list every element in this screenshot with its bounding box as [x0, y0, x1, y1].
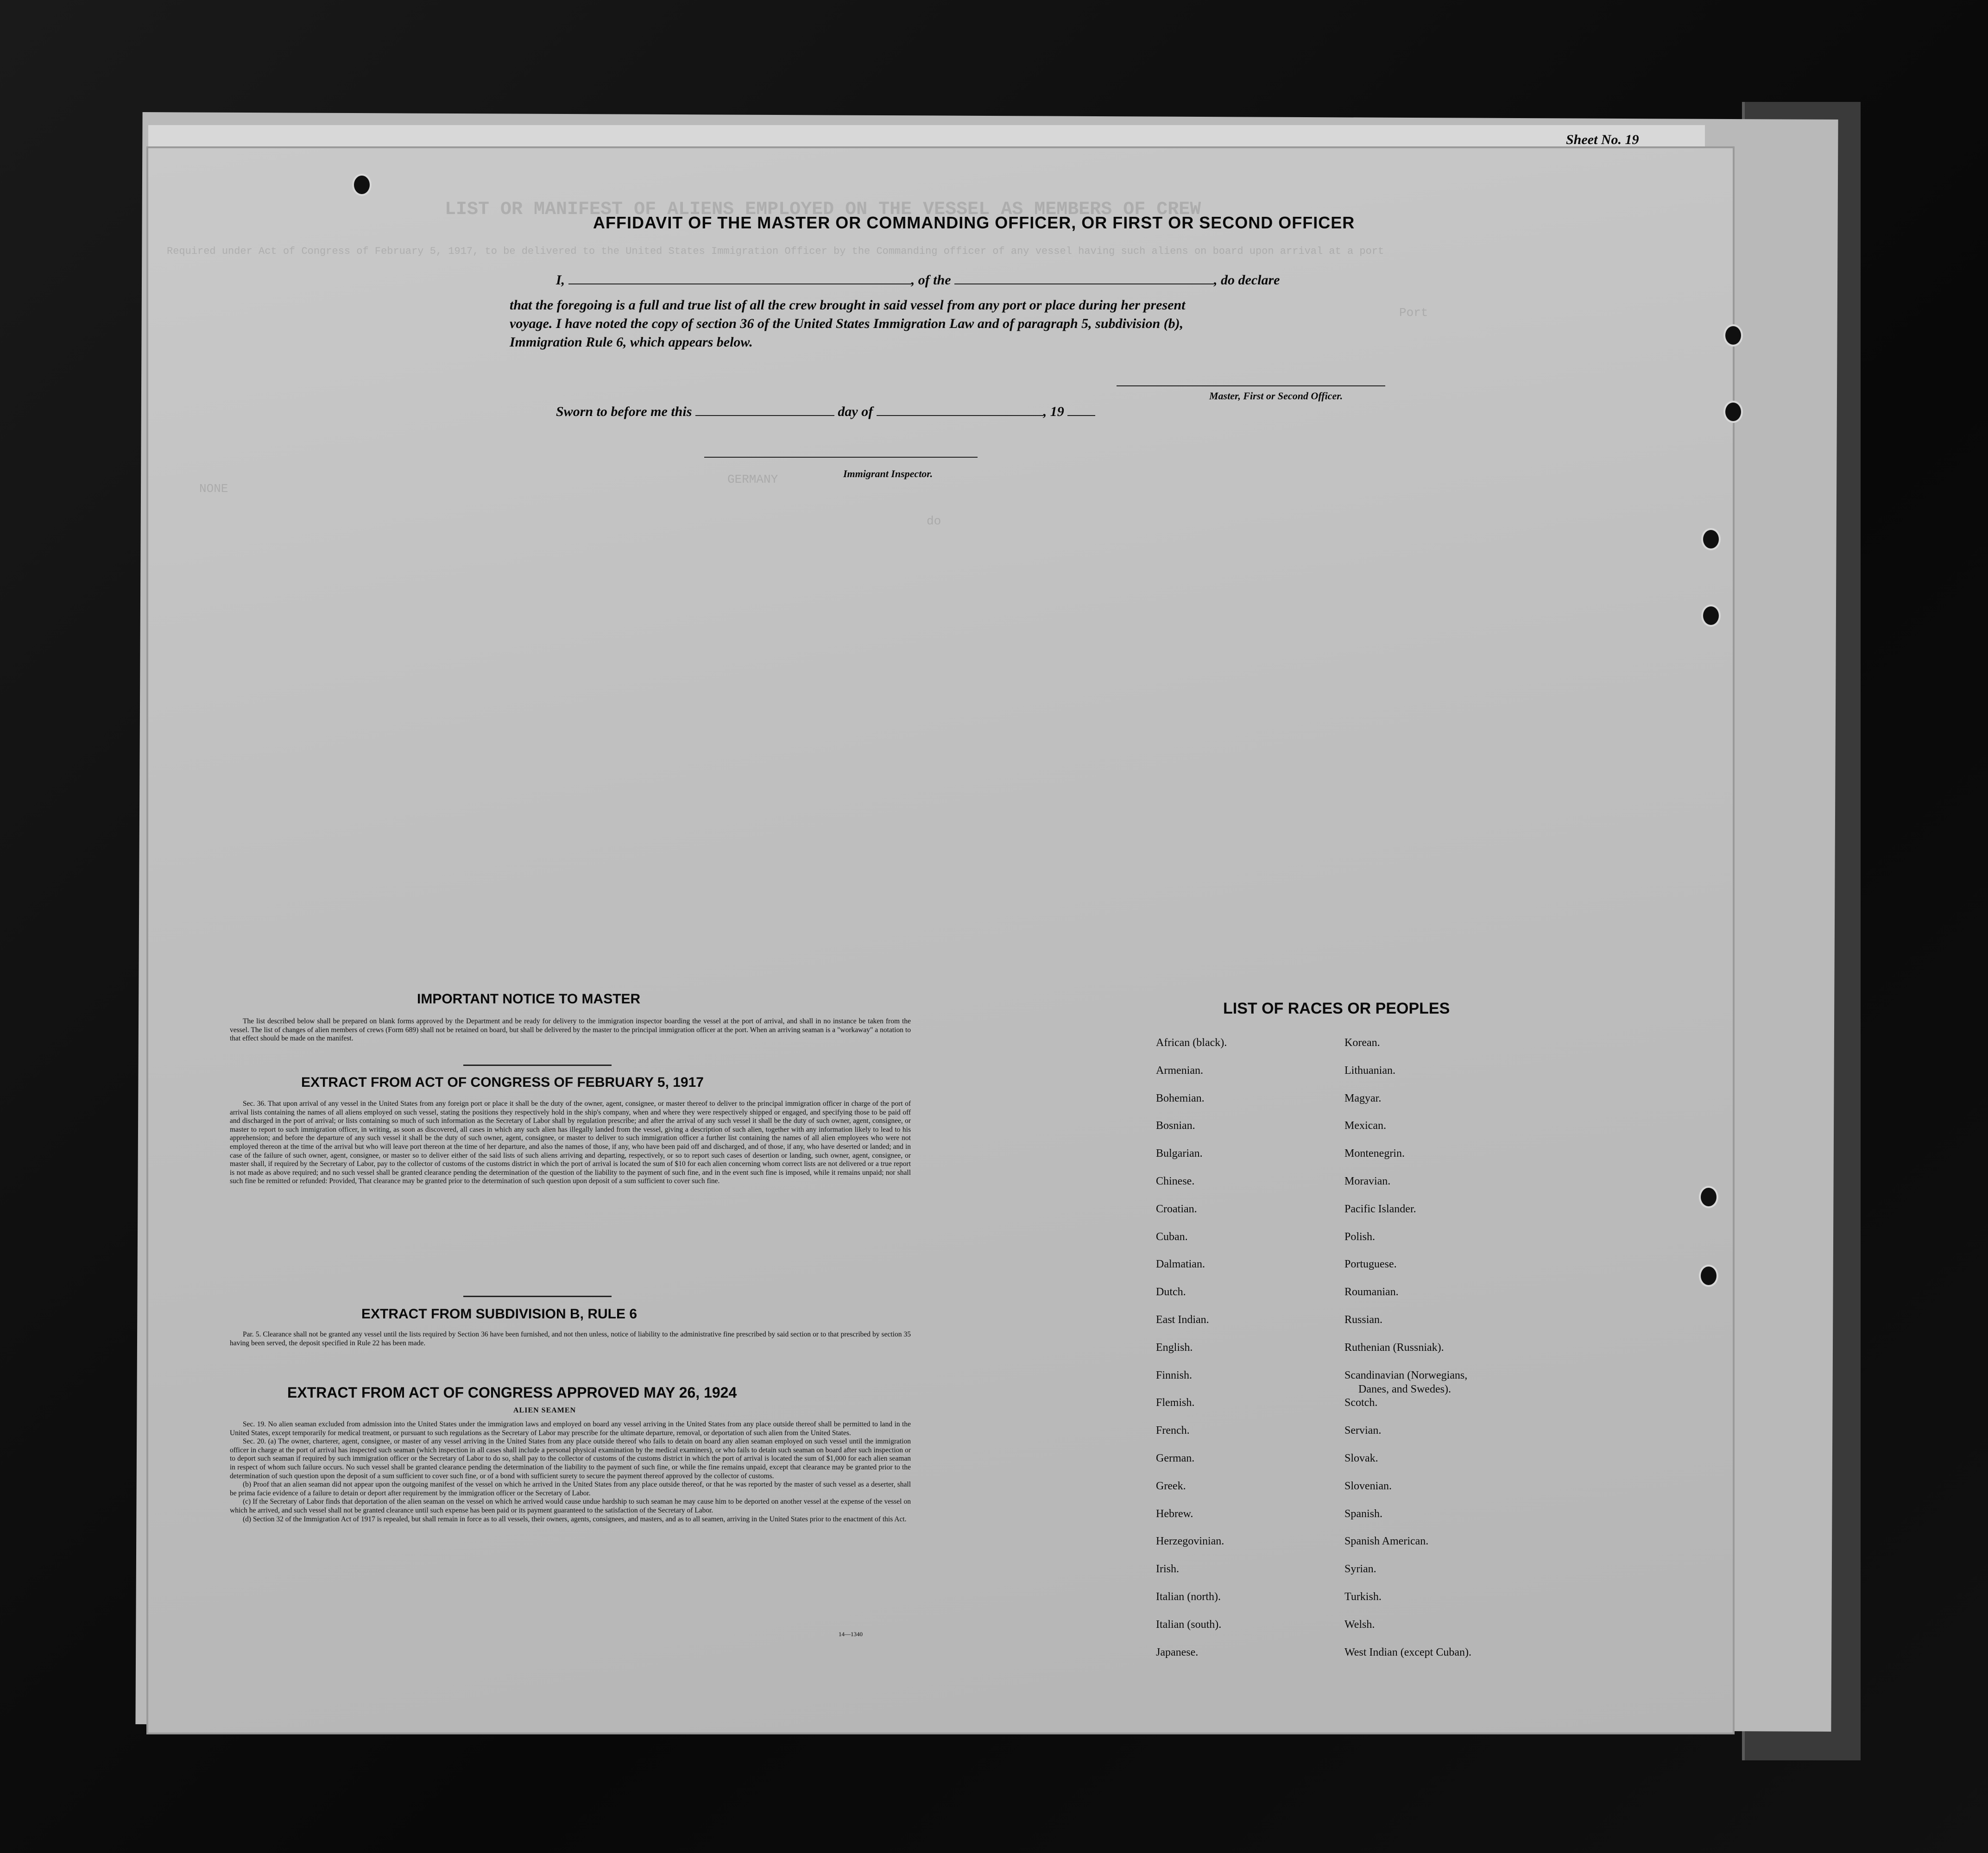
form-code: 14—1340	[839, 1631, 863, 1638]
section-divider	[463, 1296, 612, 1297]
extract-1924-paragraph: (c) If the Secretary of Labor finds that deportation of the alien seaman on the vessel on which he arrived would cause undue hardship to such seaman he may cause him to be deported on another vessel at the expense of the vessel on which he arrived, and such vessel shall not be granted clearance until such expense has been paid or its payment guaranteed to the satisfaction of the Secretary of Labor.	[230, 1498, 911, 1514]
race-item: Dutch.	[1156, 1286, 1186, 1298]
race-item: Portuguese.	[1344, 1258, 1397, 1270]
year-label: , 19	[1043, 404, 1064, 419]
race-item: Hebrew.	[1156, 1508, 1193, 1520]
punch-hole	[1723, 401, 1743, 423]
punch-hole	[1723, 324, 1743, 347]
race-item: Welsh.	[1344, 1619, 1375, 1631]
day-of-label: day of	[838, 404, 873, 419]
race-item: Spanish.	[1344, 1508, 1383, 1520]
bleed-through-title: LIST OR MANIFEST OF ALIENS EMPLOYED ON THE VESSEL AS MEMBERS OF CREW	[445, 199, 1201, 220]
extract-1924-paragraph: Sec. 20. (a) The owner, charterer, agent, consignee, or master of any vessel arriving in the United States from any place outside thereof who fails to detain on board any alien seaman employed on such vessel until the immigration officer in charge at the port of arrival has inspected such seaman (which inspection in all cases shall include a personal physical examination by the medical examiners), or who fails to detain such seaman on board after such inspection or to deport such seaman if required by such immigration officer or the Secretary of Labor to do so, shall pay to the collector of customs of the customs district in which the port of arrival is located the sum of $1,000 for each alien seaman in respect of whom such failure occurs. No such vessel shall be granted clearance pending the determination of the liability to the payment of such fine, or while the fine remains unpaid, except that clearance may be granted prior to the determination of such question upon the deposit of a sum sufficient to cover such fine, or of a bond with sufficient surety to secure the payment thereof approved by the collector of customs.	[230, 1437, 911, 1480]
race-item: English.	[1156, 1342, 1193, 1354]
race-item: Dalmatian.	[1156, 1258, 1205, 1270]
sworn-line	[556, 404, 1095, 420]
sheet-number: Sheet No. 19	[1566, 132, 1639, 147]
extract-1924-paragraph: (b) Proof that an alien seaman did not appear upon the outgoing manifest of the vessel on which he arrived in the United States from any place outside thereof, or that he was reported by the master of such vessel as a deserter, shall be prima facie evidence of a failure to detain or deport after requirement by the immigration officer or the Secretary of Labor.	[230, 1481, 911, 1497]
of-the-label: , of the	[911, 272, 951, 288]
do-declare-label: , do declare	[1214, 272, 1280, 288]
punch-hole	[1699, 1186, 1718, 1208]
race-item: Spanish American.	[1344, 1535, 1429, 1547]
race-item: Syrian.	[1344, 1563, 1376, 1575]
bleed-through-port: Port	[1399, 306, 1428, 320]
race-item: Russian.	[1344, 1314, 1383, 1326]
sworn-year-blank	[1067, 415, 1095, 416]
race-item: East Indian.	[1156, 1314, 1209, 1326]
inspector-signature-line	[704, 457, 978, 458]
sworn-month-blank	[877, 415, 1043, 416]
i-label: I,	[556, 272, 565, 288]
race-item: Italian (north).	[1156, 1591, 1221, 1603]
race-item: Moravian.	[1344, 1175, 1391, 1187]
race-item: Slovak.	[1344, 1452, 1378, 1464]
notice-title: IMPORTANT NOTICE TO MASTER	[417, 991, 641, 1007]
extract-1924-title: EXTRACT FROM ACT OF CONGRESS APPROVED MAY 26, 1924	[287, 1384, 737, 1401]
race-item: Japanese.	[1156, 1646, 1199, 1658]
bleed-through-none: NONE	[199, 482, 228, 496]
sworn-label: Sworn to before me this	[556, 404, 692, 419]
punch-hole	[1699, 1265, 1718, 1287]
extract-1924-paragraph: Sec. 19. No alien seaman excluded from admission into the United States under the immigration laws and employed on board any vessel arriving in the United States from any place outside thereof shall be permitted to land in the United States, except temporarily for medical treatment, or pursuant to such regulations as the Secretary of Labor may prescribe for the ultimate departure, removal, or deportation of such alien from the United States.	[230, 1420, 911, 1437]
race-item: Magyar.	[1344, 1092, 1382, 1104]
race-item: Turkish.	[1344, 1591, 1382, 1603]
affidavit-page	[148, 148, 1733, 1733]
punch-hole	[1701, 605, 1721, 627]
notice-body	[230, 1017, 911, 1043]
bleed-through-country: GERMANY	[727, 473, 778, 486]
race-item: Italian (south).	[1156, 1619, 1222, 1631]
affidavit-line-3: voyage. I have noted the copy of section 36 of the United States Immigration Law and of paragraph 5, subdivision (b),	[510, 316, 1184, 331]
race-item: German.	[1156, 1452, 1195, 1464]
affidavit-line-2: that the foregoing is a full and true list of all the crew brought in said vessel from any port or place during her present	[510, 297, 1186, 313]
race-item: Chinese.	[1156, 1175, 1195, 1187]
extract-1917-body	[230, 1100, 911, 1186]
extract-1917-title: EXTRACT FROM ACT OF CONGRESS OF FEBRUARY 5, 1917	[301, 1075, 704, 1090]
race-item: Roumanian.	[1344, 1286, 1399, 1298]
affidavit-title: AFFIDAVIT OF THE MASTER OR COMMANDING OFFICER, OR FIRST OR SECOND OFFICER	[593, 213, 1355, 232]
races-title: LIST OF RACES OR PEOPLES	[1223, 1000, 1450, 1017]
punch-hole	[352, 174, 372, 196]
master-signature-line	[1117, 385, 1385, 386]
race-item: Lithuanian.	[1344, 1065, 1395, 1077]
race-item: Irish.	[1156, 1563, 1179, 1575]
race-item: Finnish.	[1156, 1369, 1193, 1381]
extract-1924-body	[230, 1420, 911, 1524]
race-item: Herzegovinian.	[1156, 1535, 1224, 1547]
race-item: Servian.	[1344, 1424, 1382, 1437]
race-item: Scotch.	[1344, 1397, 1378, 1409]
race-item: Mexican.	[1344, 1120, 1386, 1132]
race-item: Bohemian.	[1156, 1092, 1205, 1104]
affidavit-line-1	[556, 272, 1280, 288]
race-item: West Indian (except Cuban).	[1344, 1646, 1471, 1658]
race-item: Polish.	[1344, 1231, 1376, 1243]
race-item: Danes, and Swedes).	[1358, 1383, 1451, 1395]
bleed-through-subtitle: Required under Act of Congress of February 5, 1917, to be delivered to the United States Immigration Officer by the Commanding officer of any vessel having such aliens on board upon arrival at a port	[167, 246, 1384, 257]
race-item: Pacific Islander.	[1344, 1203, 1416, 1215]
bleed-through-ditto: do	[927, 514, 941, 528]
race-item: Bosnian.	[1156, 1120, 1195, 1132]
race-item: Croatian.	[1156, 1203, 1197, 1215]
section-divider	[463, 1065, 612, 1066]
race-item: Korean.	[1344, 1037, 1380, 1049]
race-item: Scandinavian (Norwegians,	[1344, 1369, 1468, 1381]
race-item: Ruthenian (Russniak).	[1344, 1342, 1444, 1354]
race-item: African (black).	[1156, 1037, 1227, 1049]
race-item: Slovenian.	[1344, 1480, 1392, 1492]
race-item: Bulgarian.	[1156, 1147, 1203, 1160]
master-caption: Master, First or Second Officer.	[1209, 390, 1343, 402]
inspector-caption: Immigrant Inspector.	[843, 468, 933, 479]
extract-rule6-paragraph: Par. 5. Clearance shall not be granted any vessel until the lists required by Section 36 have been furnished, and not then unless, notice of liability to the administrative fine prescribed by said section or to that prescribed by section 35 having been served, the deposit specified in Rule 22 has been made.	[230, 1330, 911, 1347]
notice-paragraph: The list described below shall be prepared on blank forms approved by the Department and be ready for delivery to the immigration inspector boarding the vessel at the port of arrival, and shall in no instance be taken from the vessel. The list of changes of alien members of crews (Form 689) shall not be retained on board, but shall be delivered by the master to the principal immigration officer at the port. When an arriving seaman is a "workaway" a notation to that effect should be made on the manifest.	[230, 1017, 911, 1043]
extract-1917-paragraph: Sec. 36. That upon arrival of any vessel in the United States from any foreign port or place it shall be the duty of the owner, agent, consignee, or master thereof to deliver to the principal immigration officer in charge of the port of arrival lists containing the names of all aliens employed on such vessel, stating the positions they respectively hold in the ship's company, when and where they were respectively shipped or engaged, and specifying those to be paid off and discharged in the port of arrival; or lists containing so much of such information as the Secretary of Labor shall by regulation prescribe; and after the arrival of any such vessel it shall be the duty of such owner, agent, consignee, or master to report to such immigration officer, in writing, as soon as discovered, all cases in which any such alien has illegally landed from the vessel, giving a description of such alien, together with any information likely to lead to his apprehension; and before the departure of any such vessel it shall be the duty of such owner, agent, consignee, or master to deliver to such immigration officer a further list containing the names of all alien employees who were not employed thereon at the time of the arrival but who will leave port thereon at the time of her departure, and also the names of those, if any, who have been paid off and discharged, and of those, if any, who have deserted or landed; and in case of the failure of such owner, agent, consignee, or master so to deliver either of the said lists of such aliens arriving and departing, respectively, or so to report such cases of desertion or landing, such owner, agent, consignee, or master shall, if required by the Secretary of Labor, pay to the collector of customs of the customs district in which the port of arrival is located the sum of $10 for each alien concerning whom correct lists are not delivered or a true report is not made as above required; and no such vessel shall be granted clearance pending the determination of the question of the liability to the payment of such fine, and in the event such fine is imposed, while it remains unpaid; nor shall such fine be remitted or refunded: Provided, That clearance may be granted prior to the determination of such question upon deposit of a sum sufficient to cover such fine.	[230, 1100, 911, 1185]
race-item: Cuban.	[1156, 1231, 1188, 1243]
race-item: Montenegrin.	[1344, 1147, 1405, 1160]
race-item: Greek.	[1156, 1480, 1186, 1492]
extract-1924-paragraph: (d) Section 32 of the Immigration Act of 1917 is repealed, but shall remain in force as to all vessels, their owners, agents, consignees, and masters, and as to all seamen, arriving in the United States prior to the enactment of this Act.	[243, 1515, 907, 1523]
punch-hole	[1701, 528, 1721, 550]
sworn-day-blank	[695, 415, 834, 416]
race-item: Armenian.	[1156, 1065, 1203, 1077]
extract-rule6-title: EXTRACT FROM SUBDIVISION B, RULE 6	[361, 1306, 637, 1322]
race-item: French.	[1156, 1424, 1190, 1437]
extract-1924-subtitle: ALIEN SEAMEN	[513, 1406, 576, 1414]
extract-rule6-body	[230, 1330, 911, 1348]
affidavit-line-4: Immigration Rule 6, which appears below.	[510, 334, 753, 350]
race-item: Flemish.	[1156, 1397, 1195, 1409]
